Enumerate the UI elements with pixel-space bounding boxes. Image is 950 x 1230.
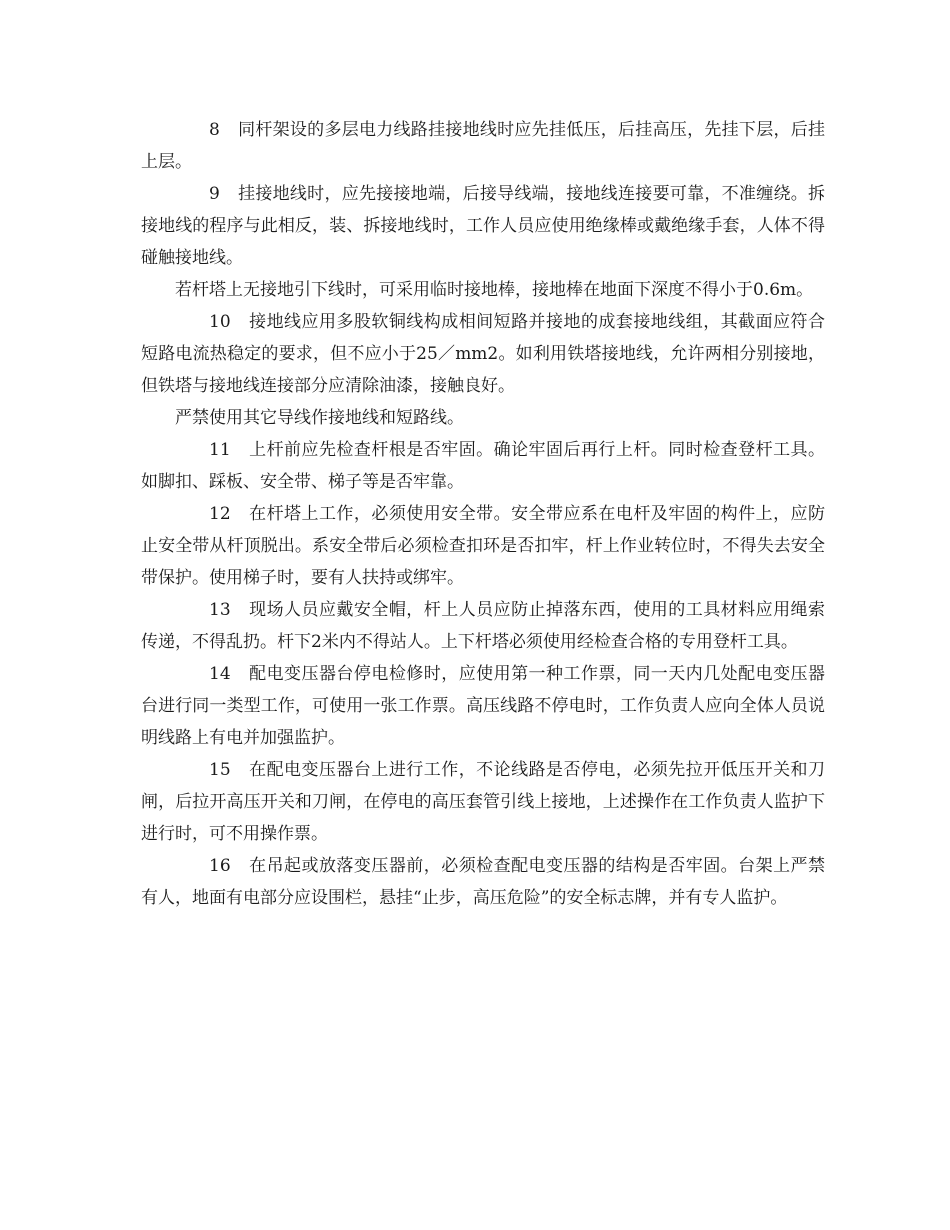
paragraph-16 [141,850,825,914]
paragraph-text: 配电变压器台停电检修时，应使用第一种工作票，同一天内几处配电变压器台进行同一类型工作，可使用一张工作票。高压线路不停电时，工作负责人应向全体人员说明线路上有电并加强监护。 [141,664,825,748]
paragraph-text: 上杆前应先检查杆根是否牢固。确论牢固后再行上杆。同时检查登杆工具。如脚扣、踩板、安全带、梯子等是否牢靠。 [141,440,825,492]
paragraph-text: 若杆塔上无接地引下线时，可采用临时接地棒，接地棒在地面下深度不得小于0.6m。 [175,280,814,300]
paragraph-text: 挂接地线时，应先接接地端，后接导线端，接地线连接要可靠，不准缠绕。拆接地线的程序与此相反，装、拆接地线时，工作人员应使用绝缘棒或戴绝缘手套，人体不得碰触接地线。 [141,184,825,268]
item-number: 9 [209,184,220,204]
paragraph-10 [141,306,825,402]
paragraph-text: 在杆塔上工作，必须使用安全带。安全带应系在电杆及牢固的构件上，应防止安全带从杆顶脱出。系安全带后必须检查扣环是否扣牢，杆上作业转位时，不得失去安全带保护。使用梯子时，要有人扶持或绑牢。 [141,504,825,588]
paragraph-13 [141,594,825,658]
paragraph-text: 接地线应用多股软铜线构成相间短路并接地的成套接地线组，其截面应符合短路电流热稳定的要求，但不应小于25／mm2。如利用铁塔接地线，允许两相分别接地，但铁塔与接地线连接部分应清除油漆，接触良好。 [141,312,825,396]
paragraph-text: 严禁使用其它导线作接地线和短路线。 [175,408,464,428]
document-page [141,114,825,914]
item-number: 12 [209,504,231,524]
paragraph-14 [141,658,825,754]
paragraph-15 [141,754,825,850]
item-number: 13 [209,600,231,620]
paragraph-10-note [141,402,825,434]
item-number: 11 [209,440,231,460]
paragraph-11 [141,434,825,498]
paragraph-text: 在吊起或放落变压器前，必须检查配电变压器的结构是否牢固。台架上严禁有人，地面有电部分应设围栏，悬挂“止步，高压危险”的安全标志牌，并有专人监护。 [141,856,825,908]
item-number: 8 [209,120,220,140]
item-number: 15 [209,760,231,780]
paragraph-9 [141,178,825,274]
paragraph-text: 现场人员应戴安全帽，杆上人员应防止掉落东西，使用的工具材料应用绳索传递，不得乱扔。杆下2米内不得站人。上下杆塔必须使用经检查合格的专用登杆工具。 [141,600,825,652]
paragraph-8 [141,114,825,178]
paragraph-text: 在配电变压器台上进行工作，不论线路是否停电，必须先拉开低压开关和刀闸，后拉开高压开关和刀闸，在停电的高压套管引线上接地，上述操作在工作负责人监护下进行时，可不用操作票。 [141,760,825,844]
paragraph-12 [141,498,825,594]
paragraph-9-note [141,274,825,306]
paragraph-text: 同杆架设的多层电力线路挂接地线时应先挂低压，后挂高压，先挂下层，后挂上层。 [141,120,825,172]
item-number: 10 [209,312,231,332]
item-number: 14 [209,664,231,684]
item-number: 16 [209,856,231,876]
